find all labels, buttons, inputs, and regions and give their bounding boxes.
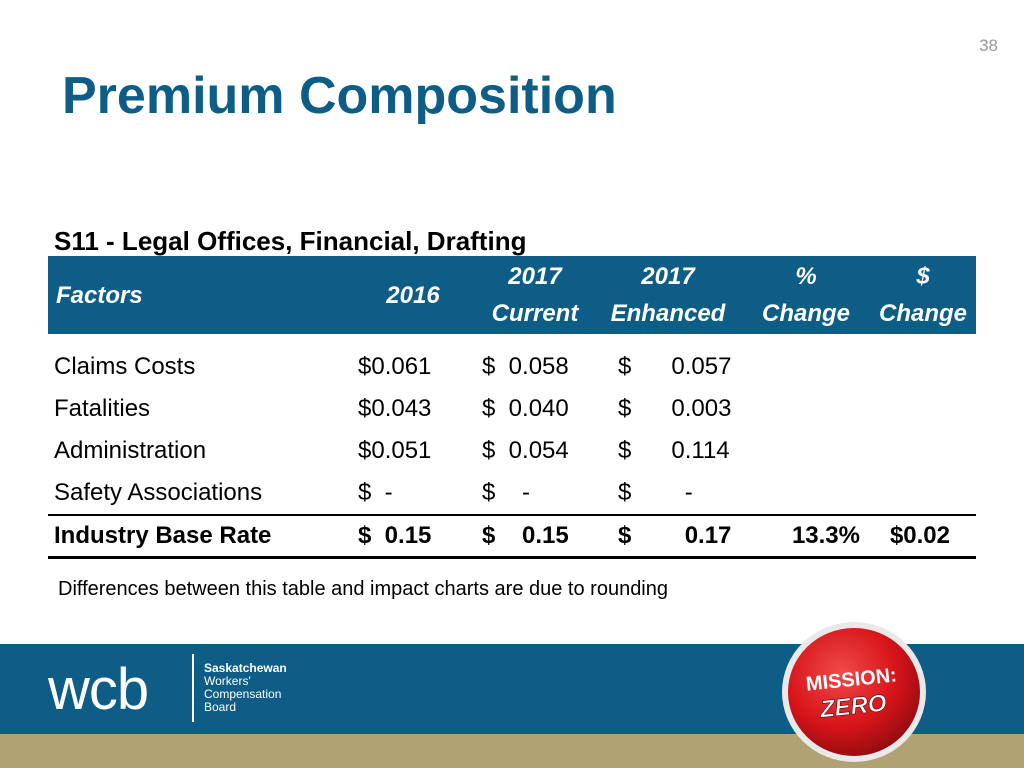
- badge-text-mission: MISSION:: [804, 664, 898, 696]
- cell-2016: $ -: [350, 472, 476, 515]
- table-row: [48, 472, 976, 515]
- header-factors: Factors: [48, 256, 350, 334]
- badge-text-zero: ZERO: [818, 689, 888, 724]
- page-number: 38: [979, 36, 998, 55]
- header-2017-enhanced-label: Enhanced: [610, 300, 726, 327]
- table-row: [48, 430, 976, 472]
- org-name-line: Board: [204, 700, 237, 714]
- header-2016: 2016: [350, 256, 476, 334]
- header-2017-current-label: Current: [491, 300, 579, 327]
- org-name-line: Workers': [204, 674, 251, 688]
- table-header: [48, 256, 976, 334]
- total-2016: $ 0.15: [350, 515, 476, 558]
- cell-2017-current: $ -: [476, 472, 594, 515]
- footnote: Differences between this table and impact charts are due to rounding: [58, 578, 668, 600]
- total-dollar-change: $0.02: [870, 515, 976, 558]
- wcb-logo: [48, 656, 208, 724]
- mission-zero-badge: [780, 620, 928, 764]
- total-row: [48, 515, 976, 558]
- cell-percent-change: [742, 388, 870, 430]
- cell-2017-enhanced: $ 0.003: [618, 395, 732, 422]
- header-2017-current-year: 2017: [508, 263, 562, 290]
- cell-dollar-change: [870, 430, 976, 472]
- cell-2017-current: $ 0.058: [482, 353, 569, 380]
- cell-factor: Claims Costs: [54, 353, 196, 380]
- table-body: [48, 334, 976, 558]
- total-percent-change: 13.3%: [742, 515, 870, 558]
- total-2017-current: $ 0.15: [476, 515, 594, 558]
- spacer-row: [48, 334, 976, 346]
- cell-2017-enhanced: $ 0.057: [618, 353, 732, 380]
- total-factor: Industry Base Rate: [48, 515, 350, 558]
- cell-2017-enhanced: $ 0.114: [618, 437, 730, 464]
- cell-2016: $0.043: [358, 395, 432, 422]
- header-percent-change: [742, 256, 870, 334]
- org-name-line: Saskatchewan: [204, 661, 287, 675]
- header-2017-current: [476, 256, 594, 334]
- header-2017-enhanced: [594, 256, 742, 334]
- cell-2017-current: $ 0.054: [482, 437, 569, 464]
- header-percent-symbol: %: [795, 263, 817, 290]
- premium-factors-table: [48, 256, 976, 559]
- cell-2016: $0.061: [358, 353, 432, 380]
- cell-dollar-change: [870, 346, 976, 388]
- wcb-logo-text: wcb: [48, 657, 149, 722]
- total-2017-enhanced: $ 0.17: [594, 515, 742, 558]
- header-percent-label: Change: [761, 300, 850, 327]
- cell-percent-change: [742, 346, 870, 388]
- header-row: [48, 256, 976, 334]
- cell-factor: Administration: [54, 437, 207, 464]
- slide-title: Premium Composition: [62, 67, 617, 125]
- header-dollar-symbol: $: [916, 263, 930, 290]
- organization-name: [204, 662, 287, 714]
- table-row: [48, 346, 976, 388]
- header-dollar-label: Change: [878, 300, 967, 327]
- header-2017-enhanced-year: 2017: [641, 263, 695, 290]
- org-name-line: Compensation: [204, 687, 282, 701]
- cell-factor: Fatalities: [54, 395, 151, 422]
- cell-dollar-change: [870, 472, 976, 515]
- header-dollar-change: [870, 256, 976, 334]
- cell-percent-change: [742, 472, 870, 515]
- cell-2017-enhanced: $ -: [594, 472, 742, 515]
- cell-2016: $0.051: [358, 437, 432, 464]
- cell-percent-change: [742, 430, 870, 472]
- table-row: [48, 388, 976, 430]
- table-caption: S11 - Legal Offices, Financial, Drafting: [54, 226, 527, 256]
- cell-dollar-change: [870, 388, 976, 430]
- cell-factor: Safety Associations: [48, 472, 350, 515]
- logo-divider: [192, 654, 194, 722]
- cell-2017-current: $ 0.040: [482, 395, 569, 422]
